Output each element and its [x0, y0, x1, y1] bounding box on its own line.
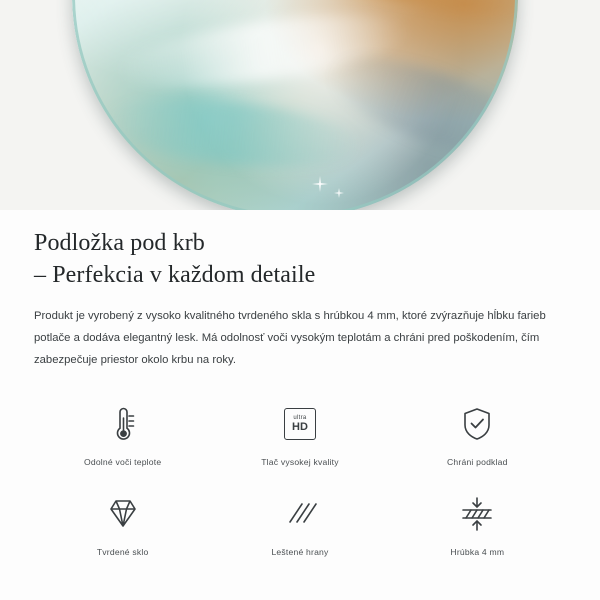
feature-item-tempered-glass: [34, 487, 211, 561]
hero-image: [0, 0, 600, 210]
feature-caption: Hrúbka 4 mm: [450, 547, 505, 558]
content-section: [0, 210, 600, 561]
diamond-icon: [103, 493, 143, 535]
sparkle-icon: [334, 188, 344, 198]
feature-item-thickness: [389, 487, 566, 561]
feature-grid: [34, 397, 566, 561]
thickness-arrows-icon: [455, 493, 499, 535]
page-title-line-1: Podložka pod krb: [34, 230, 205, 256]
feature-item-polished-edges: [211, 487, 388, 561]
feature-caption: Leštené hrany: [271, 547, 329, 558]
sparkle-icon: [312, 176, 328, 192]
page-title-line-2: – Perfekcia v každom detaile: [34, 261, 316, 288]
ultra-hd-icon: ultra HD: [284, 403, 316, 445]
feature-caption: Tlač vysokej kvality: [261, 457, 339, 468]
shield-check-icon: [460, 403, 494, 445]
feature-caption: Tvrdené sklo: [96, 547, 149, 558]
feature-caption: Chráni podklad: [447, 457, 508, 468]
feature-caption: Odolné voči teplote: [83, 457, 162, 468]
feature-item-surface-protection: [389, 397, 566, 471]
feature-item-heat-resistance: [34, 397, 211, 471]
page-title: [34, 228, 566, 291]
polished-edges-icon: [280, 493, 320, 535]
product-description: Produkt je vyrobený z vysoko kvalitného tvrdeného skla s hrúbkou 4 mm, ktoré zvýrazňuje hĺbku farieb potlače a dodáva elegantný lesk. Má odolnosť voči vysokým teplotám a chráni pred poškodením, čím zabezpečuje priestor okolo krbu na roky.: [34, 310, 546, 367]
feature-item-print-quality: [211, 397, 388, 471]
thermometer-icon: [106, 403, 140, 445]
